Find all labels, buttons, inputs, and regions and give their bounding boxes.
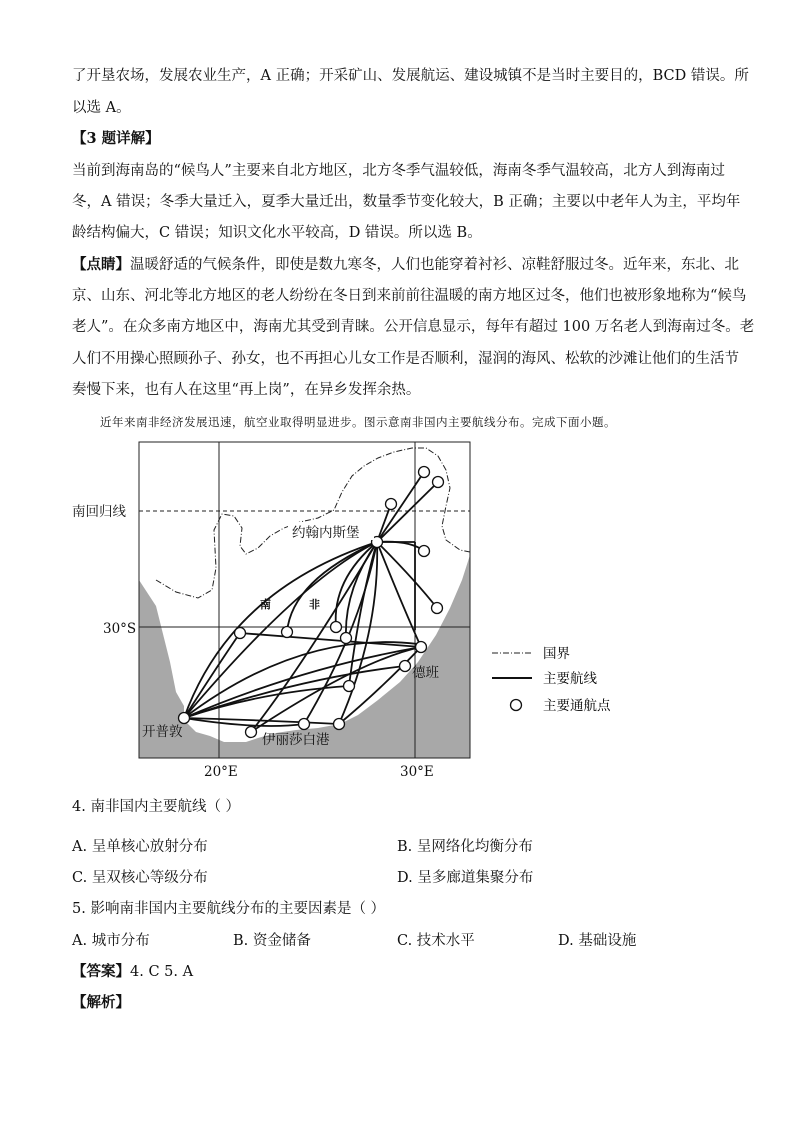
intro-text: 近年来南非经济发展迅速，航空业取得明显进步。图示意南非国内主要航线分布。完成下面小题。: [100, 415, 616, 429]
airport-port-elizabeth: [299, 719, 310, 730]
legend-point-label: 主要通航点: [543, 698, 611, 714]
q5-option-a[interactable]: A. 城市分布: [72, 933, 150, 949]
q4-stem: 4. 南非国内主要航线（ ）: [72, 799, 241, 815]
airport-point: [433, 477, 444, 488]
label-country-1: 南: [260, 598, 271, 611]
airport-point: [419, 546, 430, 557]
tip-line-2: 京、山东、河北等北方地区的老人纷纷在冬日到来前前往温暖的南方地区过冬，他们也被形象地称为“候鸟: [72, 288, 747, 304]
label-country-2: 非: [309, 598, 320, 611]
legend: [492, 646, 611, 714]
analysis-label: 【解析】: [72, 994, 130, 1011]
q5-stem: 5. 影响南非国内主要航线分布的主要因素是（ ）: [72, 901, 386, 917]
label-30s: 30°S: [103, 621, 137, 637]
legend-border-label: 国界: [543, 646, 570, 662]
q4-option-d[interactable]: D. 呈多廊道集聚分布: [397, 870, 534, 886]
south-africa-route-map: [0, 430, 794, 790]
tip-line-5: 奏慢下来，也有人在这里“再上岗”，在异乡发挥余热。: [72, 382, 421, 398]
label-capetown: 开普敦: [142, 724, 183, 740]
label-tropic: 南回归线: [72, 504, 126, 520]
tip-line-3: 老人”。在众多南方地区中，海南尤其受到青睐。公开信息显示，每年有超过 100 万名老人到海南过冬。老: [72, 319, 755, 335]
q3-line-3: 龄结构偏大，C 错误；知识文化水平较高，D 错误。所以选 B。: [72, 225, 482, 241]
airport-point: [432, 603, 443, 614]
answer-value: 4. C 5. A: [130, 964, 194, 980]
q3-line-2: 冬，A 错误；冬季大量迁入，夏季大量迁出，数量季节变化较大，B 正确；主要以中老年人为主，平均年: [72, 194, 741, 210]
airport-point: [400, 661, 411, 672]
tip-text-1: 温暖舒适的气候条件，即使是数九寒冬，人们也能穿着衬衫、凉鞋舒服过冬。近年来，东北、北: [130, 257, 739, 273]
q4-option-c[interactable]: C. 呈双核心等级分布: [72, 870, 208, 886]
q4-option-b[interactable]: B. 呈网络化均衡分布: [397, 839, 533, 855]
airport-point: [386, 499, 397, 510]
q5-option-c[interactable]: C. 技术水平: [397, 933, 475, 949]
q3-line-1: 当前到海南岛的“候鸟人”主要来自北方地区，北方冬季气温较低，海南冬季气温较高，北方人到海南过: [72, 163, 725, 179]
label-30e: 30°E: [400, 764, 434, 780]
airport-point: [341, 633, 352, 644]
answer-label: 【答案】: [72, 963, 130, 980]
tip-label: 【点睛】: [72, 256, 130, 273]
airport-durban: [416, 642, 427, 653]
airport-point: [331, 622, 342, 633]
airport-point: [419, 467, 430, 478]
legend-point-symbol: [511, 700, 522, 711]
tip-line-4: 人们不用操心照顾孙子、孙女，也不再担心儿女工作是否顺利，湿润的海风、松软的沙滩让他们的生活节: [72, 351, 739, 367]
q3-heading: 【3 题详解】: [72, 130, 160, 147]
prev-line-2: 以选 A。: [72, 100, 131, 116]
airport-point: [235, 628, 246, 639]
q4-option-a[interactable]: A. 呈单核心放射分布: [72, 839, 208, 855]
label-durban: 德班: [412, 665, 439, 681]
answer-line: [72, 962, 728, 982]
airport-capetown: [179, 713, 190, 724]
airport-point: [334, 719, 345, 730]
label-johannesburg: 约翰内斯堡: [292, 525, 360, 541]
prev-line-1: 了开垦农场，发展农业生产，A 正确；开采矿山、发展航运、建设城镇不是当时主要目的，BCD 错误。所: [72, 68, 749, 84]
tip-line-1: [72, 255, 739, 275]
airport-point: [282, 627, 293, 638]
airport-point: [344, 681, 355, 692]
airport-point: [246, 727, 257, 738]
label-20e: 20°E: [204, 764, 238, 780]
legend-route-label: 主要航线: [543, 671, 597, 687]
q5-option-b[interactable]: B. 资金储备: [233, 933, 311, 949]
q5-option-d[interactable]: D. 基础设施: [558, 933, 637, 949]
label-port-elizabeth: 伊丽莎白港: [262, 732, 330, 748]
